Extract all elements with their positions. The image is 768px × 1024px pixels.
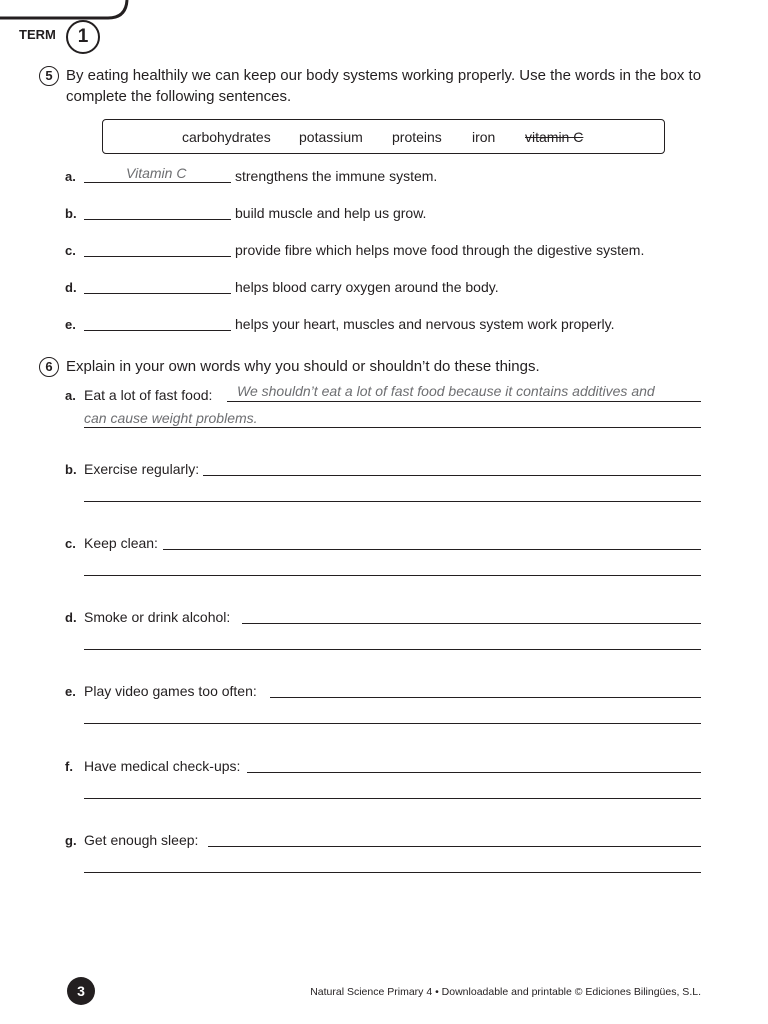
answer-line[interactable] xyxy=(84,872,701,873)
word-box-item: iron xyxy=(472,129,496,145)
answer-line[interactable] xyxy=(84,723,701,724)
term-number: 1 xyxy=(77,26,89,47)
term-label: TERM xyxy=(19,27,56,42)
answer-line[interactable] xyxy=(84,798,701,799)
exercise-5-number: 5 xyxy=(39,66,59,86)
item-letter: a. xyxy=(65,169,76,184)
item-letter: f. xyxy=(65,759,73,774)
item-prompt: Eat a lot of fast food: xyxy=(84,387,213,403)
answer-line[interactable] xyxy=(270,697,701,698)
answer-line[interactable] xyxy=(84,219,231,220)
page-number-badge xyxy=(67,977,95,1005)
item-letter: d. xyxy=(65,610,77,625)
item-letter: b. xyxy=(65,462,77,477)
word-box-item: potassium xyxy=(299,129,363,145)
exercise-6-instruction: Explain in your own words why you should or shouldn’t do these things. xyxy=(66,358,540,375)
handwritten-answer: Vitamin C xyxy=(126,165,187,181)
item-prompt: Have medical check-ups: xyxy=(84,758,241,774)
answer-line[interactable] xyxy=(163,549,701,550)
page-number: 3 xyxy=(77,983,85,999)
item-letter: a. xyxy=(65,388,76,403)
item-letter: e. xyxy=(65,317,76,332)
answer-line[interactable] xyxy=(84,575,701,576)
answer-line[interactable] xyxy=(84,256,231,257)
sentence-text: strengthens the immune system. xyxy=(235,168,438,184)
sentence-text: build muscle and help us grow. xyxy=(235,205,427,221)
handwritten-answer: can cause weight problems. xyxy=(84,410,258,426)
item-prompt: Get enough sleep: xyxy=(84,832,199,848)
item-prompt: Exercise regularly: xyxy=(84,461,200,477)
answer-line[interactable] xyxy=(84,427,701,428)
word-box-item: carbohydrates xyxy=(182,129,271,145)
word-box-item-used: vitamin C xyxy=(525,129,584,145)
word-box-item: proteins xyxy=(392,129,442,145)
answer-line[interactable] xyxy=(84,649,701,650)
item-letter: g. xyxy=(65,833,77,848)
answer-line[interactable] xyxy=(84,330,231,331)
answer-line[interactable] xyxy=(242,623,701,624)
answer-line[interactable] xyxy=(247,772,701,773)
item-letter: c. xyxy=(65,243,76,258)
item-letter: b. xyxy=(65,206,77,221)
item-letter: d. xyxy=(65,280,77,295)
item-letter: e. xyxy=(65,684,76,699)
exercise-6-number: 6 xyxy=(39,357,59,377)
answer-line[interactable] xyxy=(84,293,231,294)
item-letter: c. xyxy=(65,536,76,551)
exercise-5-instruction: By eating healthily we can keep our body systems working properly. Use the words in the box to complete the following sentences. xyxy=(66,67,702,105)
sentence-text: helps your heart, muscles and nervous system work properly. xyxy=(235,316,615,332)
item-prompt: Smoke or drink alcohol: xyxy=(84,609,231,625)
item-prompt: Keep clean: xyxy=(84,535,158,551)
answer-line[interactable] xyxy=(203,475,701,476)
handwritten-answer: We shouldn’t eat a lot of fast food because it contains additives and xyxy=(237,383,655,399)
item-prompt: Play video games too often: xyxy=(84,683,257,699)
sentence-text: helps blood carry oxygen around the body. xyxy=(235,279,499,295)
answer-line[interactable] xyxy=(227,401,701,402)
term-number-badge xyxy=(66,20,100,54)
word-box xyxy=(102,119,665,154)
answer-line[interactable] xyxy=(84,501,701,502)
footer-credit: Natural Science Primary 4 • Downloadable and printable © Ediciones Bilingües, S.L. xyxy=(310,986,701,998)
answer-line[interactable] xyxy=(208,846,701,847)
sentence-text: provide fibre which helps move food through the digestive system. xyxy=(235,242,645,258)
answer-line[interactable] xyxy=(84,182,231,183)
